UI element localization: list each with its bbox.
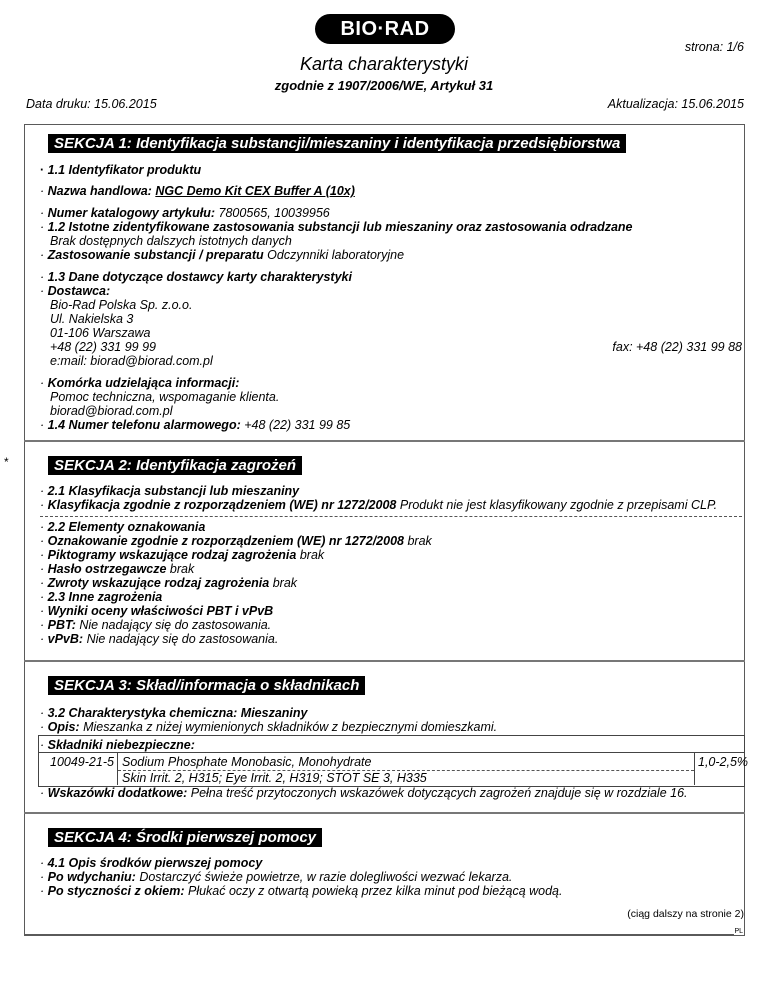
dashed-divider: [40, 516, 742, 517]
print-date: Data druku: 15.06.2015: [26, 97, 157, 111]
table-rule: [38, 752, 745, 753]
section-1-header: SEKCJA 1: Identyfikacja substancji/mieszaniny i identyfikacja przedsiębiorstwa: [48, 134, 626, 153]
document-title: Karta charakterystyki: [299, 54, 469, 74]
section-4-header: SEKCJA 4: Środki pierwszej pomocy: [48, 828, 322, 847]
s4-eye-contact: · Po styczności z okiem: Płukać oczy z otwartą powieką przez kilka minut pod bieżącą wodą.: [40, 884, 563, 898]
s2-signal-word: · Hasło ostrzegawcze brak: [40, 562, 195, 576]
s1-fax: fax: +48 (22) 331 99 88: [612, 340, 742, 354]
s2-classification: · Klasyfikacja zgodnie z rozporządzeniem (WE) nr 1272/2008 Produkt nie jest klasyfikowany zgodnie z przepisami CLP.: [40, 498, 718, 512]
s2-line: · 2.1 Klasyfikacja substancji lub mieszaniny: [40, 484, 300, 498]
table-col-rule: [694, 752, 695, 785]
s2-label-elements: · 2.2 Elementy oznakowania: [40, 520, 206, 534]
s1-application: · Zastosowanie substancji / preparatu Odczynniki laboratoryjne: [40, 248, 405, 262]
s3-dangerous-components: · Składniki niebezpieczne:: [40, 738, 195, 752]
section-divider: [24, 812, 745, 814]
s1-addr1: Bio-Rad Polska Sp. z.o.o.: [50, 298, 193, 312]
s2-hazard-statements: · Zwroty wskazujące rodzaj zagrożenia brak: [40, 576, 298, 590]
component-cas: 10049-21-5: [50, 755, 114, 769]
s1-addr2: Ul. Nakielska 3: [50, 312, 134, 326]
continued-note: (ciąg dalszy na stronie 2): [627, 908, 744, 920]
revision-marker: *: [4, 455, 9, 469]
bio-rad-logo: BIO·RAD: [315, 14, 455, 44]
s3-additional: · Wskazówki dodatkowe: Pełna treść przytoczonych wskazówek dotyczących zagrożeń znajduje się w rozdziale 16.: [40, 786, 688, 800]
s1-supplier: · Dostawca:: [40, 284, 111, 298]
language-code: PL: [734, 928, 743, 935]
page-number: strona: 1/6: [684, 40, 744, 54]
s1-no-data: Brak dostępnych dalszych istotnych danych: [50, 234, 292, 248]
section-2-header: SEKCJA 2: Identyfikacja zagrożeń: [48, 456, 302, 475]
component-concentration: 1,0-2,5%: [698, 755, 749, 769]
s1-line: · 1.1 Identyfikator produktu: [40, 163, 202, 177]
s1-addr3: 01-106 Warszawa: [50, 326, 151, 340]
s2-pictograms: · Piktogramy wskazujące rodzaj zagrożenia brak: [40, 548, 325, 562]
s1-support-email[interactable]: biorad@biorad.com.pl: [50, 404, 173, 418]
s1-emergency: · 1.4 Numer telefonu alarmowego: +48 (22) 331 99 85: [40, 418, 351, 432]
section-divider: [24, 440, 745, 442]
table-col-rule: [117, 752, 118, 785]
section-divider: [24, 660, 745, 662]
s2-vpvb: · vPvB: Nie nadający się do zastosowania.: [40, 632, 279, 646]
s1-phone: +48 (22) 331 99 99: [50, 340, 156, 354]
update-date: Aktualizacja: 15.06.2015: [607, 97, 744, 111]
s3-description: · Opis: Mieszanka z niżej wymienionych składników z bezpiecznymi domieszkami.: [40, 720, 498, 734]
s1-uses: · 1.2 Istotne zidentyfikowane zastosowania substancji lub mieszaniny oraz zastosowania odradzane: [40, 220, 633, 234]
s2-other-hazards: · 2.3 Inne zagrożenia: [40, 590, 163, 604]
s1-support: Pomoc techniczna, wspomaganie klienta.: [50, 390, 280, 404]
s1-supplier-heading: · 1.3 Dane dotyczące dostawcy karty charakterystyki: [40, 270, 352, 284]
s1-info-unit: · Komórka udzielająca informacji:: [40, 376, 240, 390]
s1-email[interactable]: e:mail: biorad@biorad.com.pl: [50, 354, 213, 368]
component-hazards: Skin Irrit. 2, H315; Eye Irrit. 2, H319; STOT SE 3, H335: [122, 771, 427, 785]
s3-chem-char: · 3.2 Charakterystyka chemiczna: Mieszaniny: [40, 706, 308, 720]
document-subtitle: zgodnie z 1907/2006/WE, Artykuł 31: [274, 78, 494, 93]
s2-pbt: · PBT: Nie nadający się do zastosowania.: [40, 618, 272, 632]
s1-catalog: · Numer katalogowy artykułu: 7800565, 10039956: [40, 206, 330, 220]
section-3-header: SEKCJA 3: Skład/informacja o składnikach: [48, 676, 365, 695]
s1-trade-name: · Nazwa handlowa: NGC Demo Kit CEX Buffer A (10x): [40, 184, 355, 198]
s2-labelling: · Oznakowanie zgodnie z rozporządzeniem (WE) nr 1272/2008 brak: [40, 534, 432, 548]
footer-rule: [24, 934, 734, 935]
component-name: Sodium Phosphate Monobasic, Monohydrate: [122, 755, 372, 769]
s4-description: · 4.1 Opis środków pierwszej pomocy: [40, 856, 263, 870]
s4-inhalation: · Po wdychaniu: Dostarczyć świeże powietrze, w razie dolegliwości wezwać lekarza.: [40, 870, 513, 884]
s2-pbt-assessment: · Wyniki oceny właściwości PBT i vPvB: [40, 604, 274, 618]
